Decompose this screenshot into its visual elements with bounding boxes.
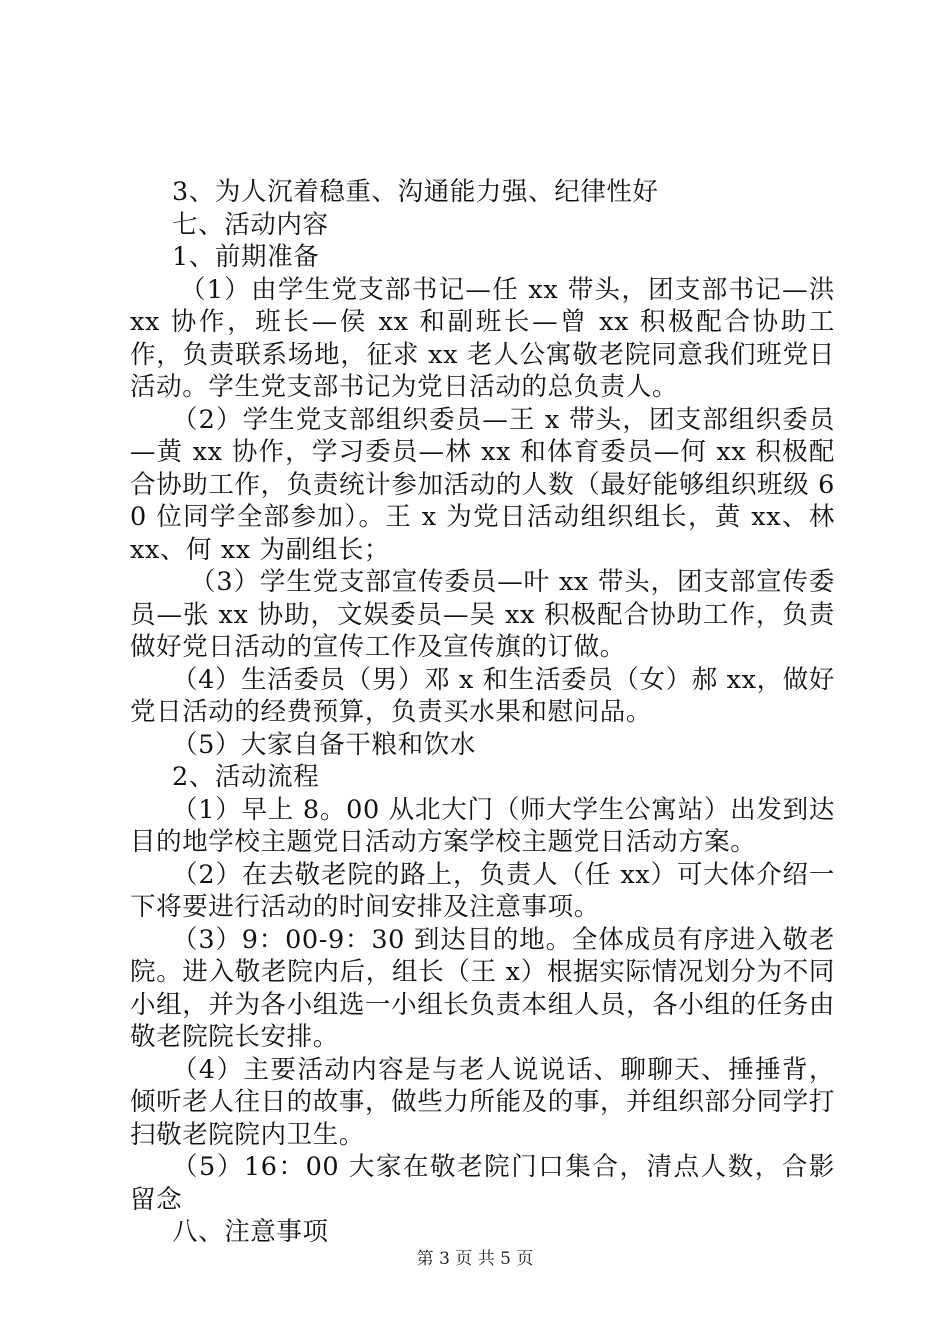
preparation-item-3: （3）学生党支部宣传委员—叶 xx 带头，团支部宣传委员—张 xx 协助，文娱委员—吴 xx 积极配合协助工作，负责做好党日活动的宣传工作及宣传旗的订做。 (130, 567, 835, 662)
preparation-item-1: （1）由学生党支部书记—任 xx 带头，团支部书记—洪 xx 协作，班长—侯 xx 和副班长—曾 xx 积极配合协助工作，负责联系场地，征求 xx 老人公寓敬老院同意我们班党日活动。学生党支部书记为党日活动的总负责人。 (130, 274, 835, 402)
subheading-activity-flow: 2、活动流程 (172, 762, 320, 792)
flow-item-3: （3）9：00-9：30 到达目的地。全体成员有序进入敬老院。进入敬老院内后，组长（王 x）根据实际情况划分为不同小组，并为各小组选一小组长负责本组人员，各小组的任务由敬老院院长安排。 (130, 924, 835, 1052)
flow-item-4: （4）主要活动内容是与老人说说话、聊聊天、捶捶背，倾听老人往日的故事，做些力所能及的事，并组织部分同学打扫敬老院院内卫生。 (130, 1054, 835, 1150)
requirement-item-3: 3、为人沉着稳重、沟通能力强、纪律性好 (172, 177, 659, 207)
subheading-preparation: 1、前期准备 (172, 242, 320, 272)
preparation-item-4: （4）生活委员（男）邓 x 和生活委员（女）郝 xx，做好党日活动的经费预算，负责买水果和慰问品。 (130, 664, 835, 727)
document-body (130, 176, 835, 1249)
flow-item-2: （2）在去敬老院的路上，负责人（任 xx）可大体介绍一下将要进行活动的时间安排及注意事项。 (130, 859, 835, 922)
section-heading-notes: 八、注意事项 (172, 1217, 329, 1247)
preparation-item-5: （5）大家自备干粮和饮水 (172, 729, 476, 760)
preparation-item-2: （2）学生党支部组织委员—王 x 带头，团支部组织委员—黄 xx 协作，学习委员—林 xx 和体育委员—何 xx 积极配合协助工作，负责统计参加活动的人数（最好能够组织班级 60 位同学全部参加）。王 x 为党日活动组织组长，黄 xx、林 xx、何 xx 为副组长； (130, 404, 835, 565)
page-number-label: 第 3 页 共 5 页 (416, 1249, 534, 1269)
flow-item-1: （1）早上 8。00 从北大门（师大学生公寓站）出发到达目的地学校主题党日活动方案学校主题党日活动方案。 (130, 794, 835, 857)
section-heading-activity-content: 七、活动内容 (172, 209, 329, 240)
page-footer (0, 1244, 950, 1269)
flow-item-5: （5）16：00 大家在敬老院门口集合，清点人数，合影留念 (130, 1152, 835, 1215)
